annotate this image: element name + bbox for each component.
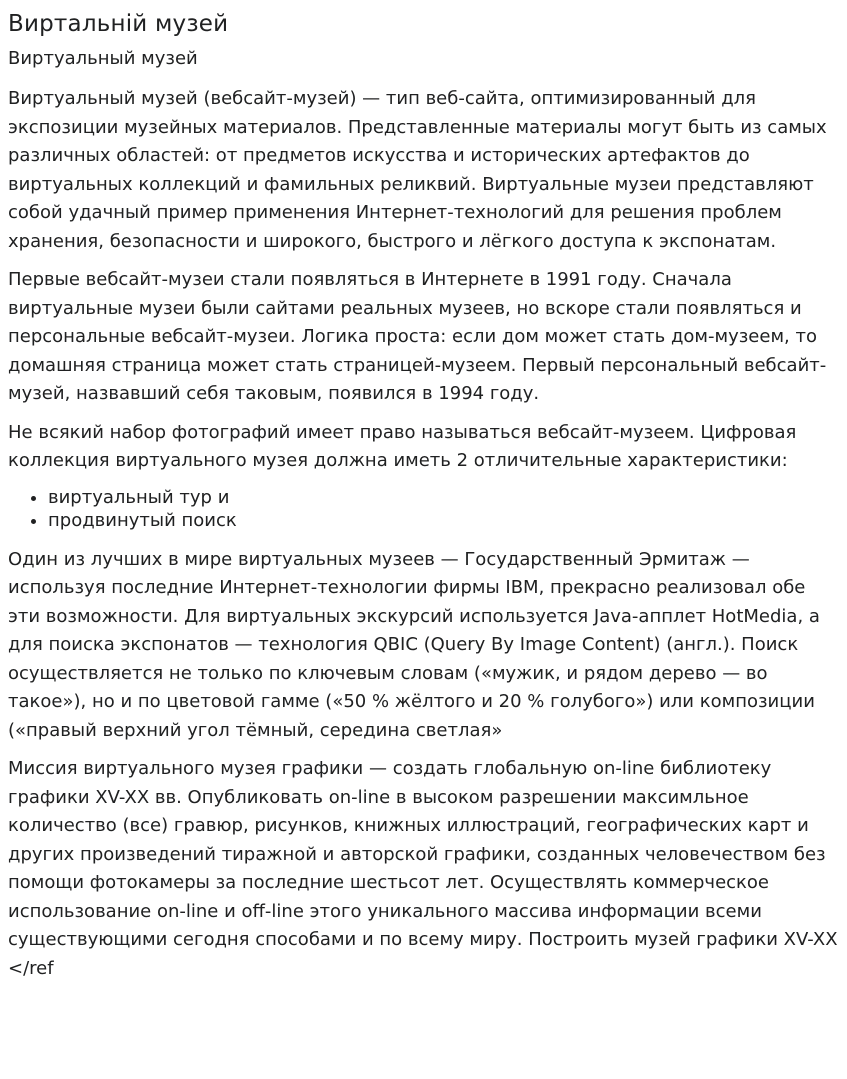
paragraph-history: Первые вебсайт-музеи стали появляться в Интернете в 1991 году. Сначала виртуальные музеи были сайтами реальных музеев, но вскоре стали появляться и персональные вебсайт-музеи. Логика проста: если дом может стать дом-музеем, то домашняя страница может стать страницей-музеем. Первый персональный вебсайт-музей, назвавший себя таковым, появился в 1994 году. bbox=[8, 269, 827, 404]
list-item: • продвинутый поиск bbox=[48, 509, 839, 532]
paragraph-hermitage: Один из лучших в мире виртуальных музеев — Государственный Эрмитаж — используя последние Интернет-технологии фирмы IBM, прекрасно реализовал обе эти возможности. Для виртуальных экскурсий используется Java-апплет HotMedia, а для поиска экспонатов — технология QBIC (Query By Image Content) (англ.). Поиск осуществляется не только по ключевым словам («мужик, и рядом дерево — во такое»), но и по цветовой гамме («50 % жёлтого и 20 % голубого») или композиции («правый верхний угол тёмный, середина светлая» bbox=[8, 548, 820, 741]
paragraph-criteria: Не всякий набор фотографий имеет право называться вебсайт-музеем. Цифровая коллекция виртуального музея должна иметь 2 отличительные характеристики: bbox=[8, 421, 797, 471]
paragraph-intro: Виртуальный музей (вебсайт-музей) — тип веб-сайта, оптимизированный для экспозиции музейных материалов. Представленные материалы могут быть из самых различных областей: от предметов искусства и исторических артефактов до виртуальных коллекций и фамильных реликвий. Виртуальные музеи представляют собой удачный пример применения Интернет-технологий для решения проблем хранения, безопасности и широкого, быстрого и лёгкого доступа к экспонатам. bbox=[8, 88, 827, 252]
characteristics-list bbox=[8, 486, 839, 532]
article-subtitle: Виртуальный музей bbox=[8, 48, 198, 69]
paragraph-mission: Миссия виртуального музея графики — создать глобальную on-line библиотеку графики XV-XX вв. Опубликовать on-line в высоком разрешении максимльное количество (все) гравюр, рисунков, книжных иллюстраций, географических карт и других произведений тиражной и авторской графики, созданных человечеством без помощи фотокамеры за последние шестьсот лет. Осуществлять коммерческое использование on-line и off-line этого уникального массива информации всеми существующими сегодня способами и по всему миру. Построить музей графики XV-XX </ref bbox=[8, 758, 838, 979]
page-title: Виртальній музей bbox=[8, 11, 229, 37]
list-item: • виртуальный тур и bbox=[48, 486, 839, 509]
